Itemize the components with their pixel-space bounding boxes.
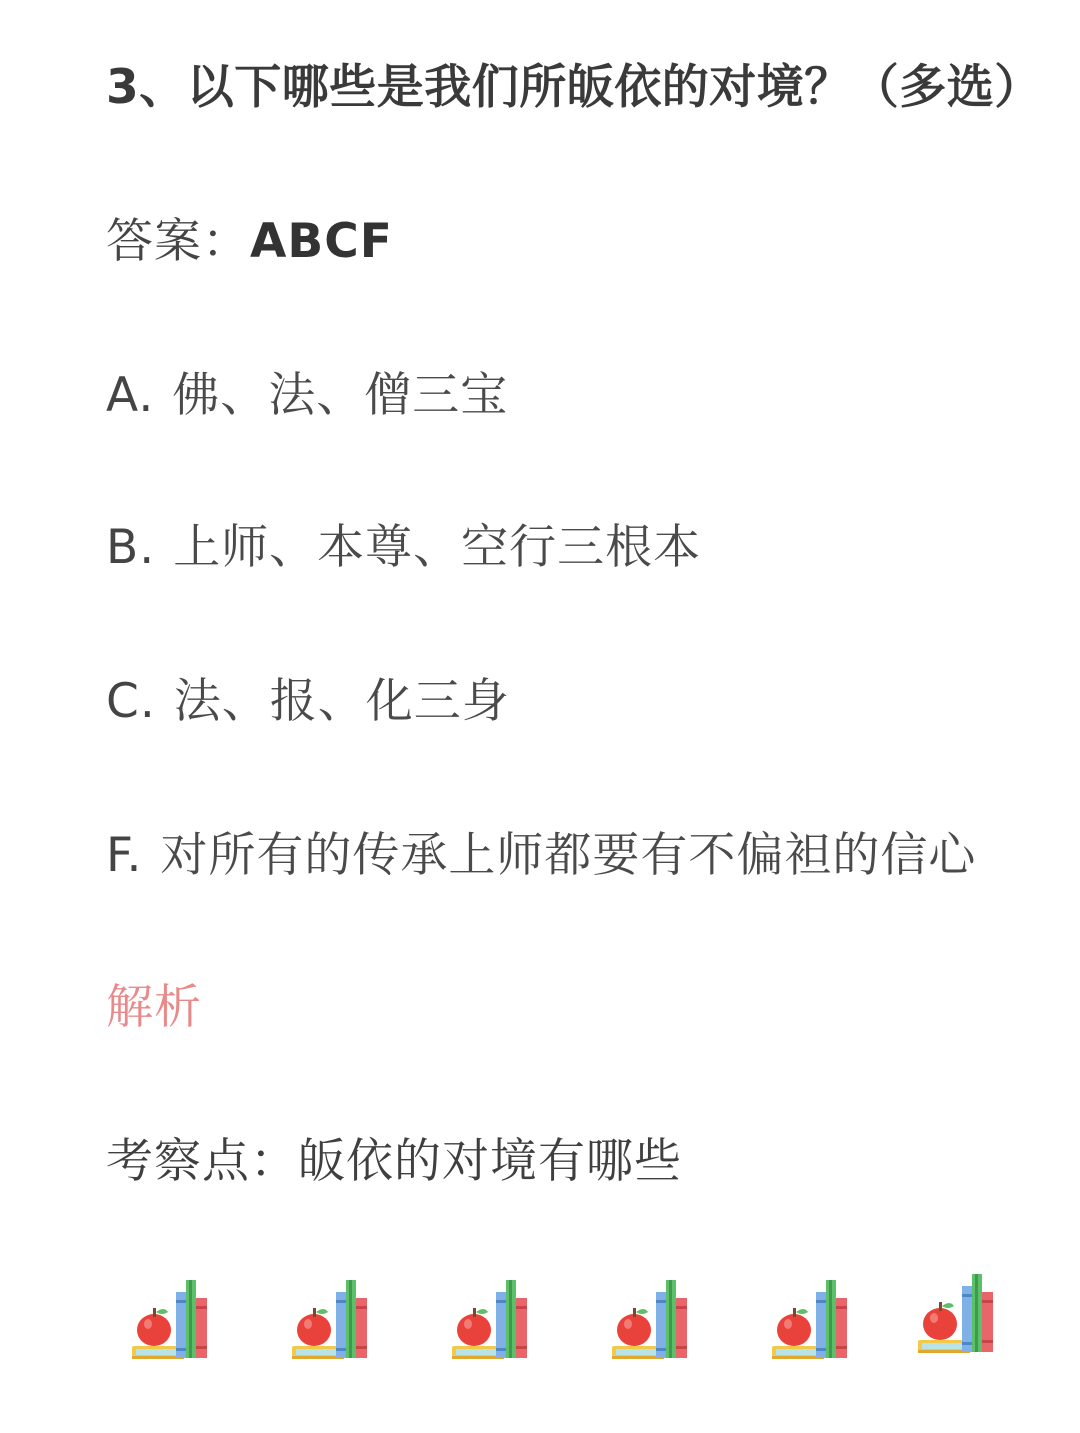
analysis-heading: 解析 (106, 980, 202, 1035)
option-letter: F. (106, 828, 143, 883)
option-text: 对所有的传承上师都要有不偏袒的信心 (160, 828, 977, 883)
option-text: 佛、法、僧三宝 (172, 368, 509, 423)
answer-value: ABCF (250, 214, 393, 269)
answer-label: 答案： (106, 214, 250, 269)
option-a (106, 366, 508, 426)
option-text: 上师、本尊、空行三根本 (173, 520, 702, 575)
option-letter: B. (106, 520, 156, 575)
question-title: 3、以下哪些是我们所皈依的对境？（多选） (106, 60, 1042, 115)
test-point: 考察点：皈依的对境有哪些 (106, 1134, 682, 1189)
apple-books-icon (450, 1272, 534, 1364)
option-b (106, 518, 701, 578)
decoration-row (130, 1272, 1000, 1372)
option-f (106, 826, 976, 886)
apple-books-icon (610, 1272, 694, 1364)
apple-books-icon (916, 1266, 1000, 1358)
option-text: 法、报、化三身 (173, 674, 510, 729)
answer-line (106, 212, 393, 272)
apple-books-icon (290, 1272, 374, 1364)
apple-books-icon (130, 1272, 214, 1364)
option-letter: A. (106, 368, 155, 423)
apple-books-icon (770, 1272, 854, 1364)
option-c (106, 672, 510, 732)
option-letter: C. (106, 674, 156, 729)
